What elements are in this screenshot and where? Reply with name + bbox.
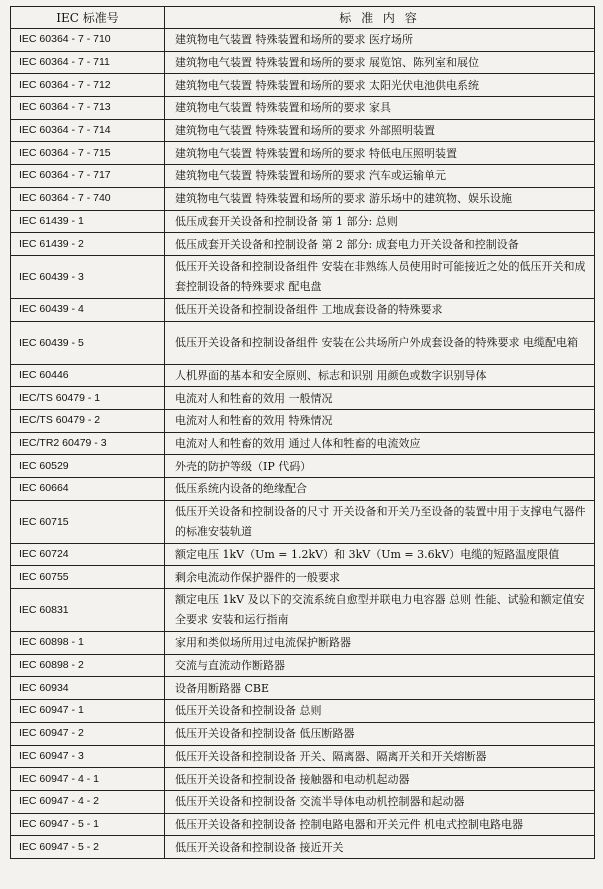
table-row xyxy=(11,768,595,791)
table-row xyxy=(11,500,595,543)
standard-content-cell: 外壳的防护等级（IP 代码） xyxy=(165,455,595,478)
standard-content-cell: 电流对人和牲畜的效用 特殊情况 xyxy=(165,409,595,432)
table-row xyxy=(11,119,595,142)
standard-number-cell: IEC 60947 - 2 xyxy=(11,722,165,745)
standard-content-cell: 建筑物电气装置 特殊装置和场所的要求 家具 xyxy=(165,97,595,120)
table-row xyxy=(11,745,595,768)
standard-number-cell: IEC 60947 - 5 - 2 xyxy=(11,836,165,859)
standard-number-cell: IEC/TS 60479 - 2 xyxy=(11,409,165,432)
table-row xyxy=(11,836,595,859)
table-row xyxy=(11,187,595,210)
standard-content-cell: 低压开关设备和控制设备 接触器和电动机起动器 xyxy=(165,768,595,791)
table-row xyxy=(11,210,595,233)
standard-content-cell: 低压开关设备和控制设备 总则 xyxy=(165,700,595,723)
table-row xyxy=(11,566,595,589)
table-row xyxy=(11,97,595,120)
standard-number-cell: IEC 60934 xyxy=(11,677,165,700)
standard-content-cell: 建筑物电气装置 特殊装置和场所的要求 太阳光伏电池供电系统 xyxy=(165,74,595,97)
standard-content-cell: 电流对人和牲畜的效用 通过人体和牲畜的电流效应 xyxy=(165,432,595,455)
table-row xyxy=(11,364,595,387)
table-row xyxy=(11,387,595,410)
standard-number-cell: IEC 60715 xyxy=(11,500,165,543)
standard-content-cell: 电流对人和牲畜的效用 一般情况 xyxy=(165,387,595,410)
standard-content-cell: 低压开关设备和控制设备 接近开关 xyxy=(165,836,595,859)
standard-number-cell: IEC 60364 - 7 - 740 xyxy=(11,187,165,210)
table-row xyxy=(11,321,595,364)
standard-content-cell: 低压开关设备和控制设备 开关、隔离器、隔离开关和开关熔断器 xyxy=(165,745,595,768)
table-row xyxy=(11,233,595,256)
standard-number-cell: IEC 61439 - 1 xyxy=(11,210,165,233)
table-row xyxy=(11,165,595,188)
standard-content-cell: 交流与直流动作断路器 xyxy=(165,654,595,677)
standard-number-cell: IEC 60439 - 4 xyxy=(11,298,165,321)
table-row xyxy=(11,29,595,52)
table-row xyxy=(11,813,595,836)
standard-content-cell: 低压开关设备和控制设备 控制电路电器和开关元件 机电式控制电路电器 xyxy=(165,813,595,836)
standard-number-cell: IEC 60446 xyxy=(11,364,165,387)
standard-content-cell: 剩余电流动作保护器件的一般要求 xyxy=(165,566,595,589)
standard-number-cell: IEC 60529 xyxy=(11,455,165,478)
standard-content-cell: 建筑物电气装置 特殊装置和场所的要求 游乐场中的建筑物、娱乐设施 xyxy=(165,187,595,210)
standard-number-cell: IEC 60364 - 7 - 714 xyxy=(11,119,165,142)
standard-content-cell: 额定电压 1kV（Um = 1.2kV）和 3kV（Um = 3.6kV）电缆的短路温度限值 xyxy=(165,543,595,566)
standard-content-cell: 低压开关设备和控制设备组件 安装在公共场所户外成套设备的特殊要求 电缆配电箱 xyxy=(165,321,595,364)
standard-number-cell: IEC 60947 - 1 xyxy=(11,700,165,723)
standard-number-cell: IEC/TS 60479 - 1 xyxy=(11,387,165,410)
standard-number-cell: IEC 60755 xyxy=(11,566,165,589)
table-row xyxy=(11,142,595,165)
standard-content-cell: 低压开关设备和控制设备 交流半导体电动机控制器和起动器 xyxy=(165,790,595,813)
table-row xyxy=(11,722,595,745)
table-row xyxy=(11,455,595,478)
standard-content-cell: 低压开关设备和控制设备的尺寸 开关设备和开关乃至设备的装置中用于支撑电气器件的标准安装轨道 xyxy=(165,500,595,543)
standard-number-cell: IEC 60947 - 4 - 1 xyxy=(11,768,165,791)
standard-content-cell: 低压成套开关设备和控制设备 第 2 部分: 成套电力开关设备和控制设备 xyxy=(165,233,595,256)
standard-number-cell: IEC 60364 - 7 - 710 xyxy=(11,29,165,52)
standard-number-cell: IEC 60364 - 7 - 715 xyxy=(11,142,165,165)
table-row xyxy=(11,632,595,655)
standard-number-cell: IEC 60898 - 1 xyxy=(11,632,165,655)
table-row xyxy=(11,700,595,723)
standard-content-cell: 低压开关设备和控制设备组件 工地成套设备的特殊要求 xyxy=(165,298,595,321)
header-standard-number: IEC 标准号 xyxy=(11,7,165,29)
table-row xyxy=(11,589,595,632)
table-row xyxy=(11,432,595,455)
standard-content-cell: 建筑物电气装置 特殊装置和场所的要求 展览馆、陈列室和展位 xyxy=(165,51,595,74)
standard-content-cell: 建筑物电气装置 特殊装置和场所的要求 医疗场所 xyxy=(165,29,595,52)
table-row xyxy=(11,677,595,700)
standard-content-cell: 建筑物电气装置 特殊装置和场所的要求 汽车或运输单元 xyxy=(165,165,595,188)
table-header-row xyxy=(11,7,595,29)
standard-content-cell: 设备用断路器 CBE xyxy=(165,677,595,700)
table-row xyxy=(11,255,595,298)
standard-content-cell: 低压开关设备和控制设备组件 安装在非熟练人员使用时可能接近之处的低压开关和成套控制设备的特殊要求 配电盘 xyxy=(165,255,595,298)
table-row xyxy=(11,478,595,501)
standard-content-cell: 建筑物电气装置 特殊装置和场所的要求 外部照明装置 xyxy=(165,119,595,142)
standard-number-cell: IEC 60831 xyxy=(11,589,165,632)
standard-number-cell: IEC 60947 - 3 xyxy=(11,745,165,768)
standard-number-cell: IEC 60364 - 7 - 711 xyxy=(11,51,165,74)
standard-content-cell: 额定电压 1kV 及以下的交流系统自愈型并联电力电容器 总则 性能、试验和额定值安全要求 安装和运行指南 xyxy=(165,589,595,632)
standard-number-cell: IEC 61439 - 2 xyxy=(11,233,165,256)
standard-number-cell: IEC 60724 xyxy=(11,543,165,566)
table-row xyxy=(11,409,595,432)
standard-number-cell: IEC 60439 - 5 xyxy=(11,321,165,364)
table-row xyxy=(11,543,595,566)
standard-number-cell: IEC 60947 - 5 - 1 xyxy=(11,813,165,836)
standard-content-cell: 家用和类似场所用过电流保护断路器 xyxy=(165,632,595,655)
standard-content-cell: 低压成套开关设备和控制设备 第 1 部分: 总则 xyxy=(165,210,595,233)
header-standard-content: 标 准 内 容 xyxy=(165,7,595,29)
standard-content-cell: 低压系统内设备的绝缘配合 xyxy=(165,478,595,501)
standard-content-cell: 建筑物电气装置 特殊装置和场所的要求 特低电压照明装置 xyxy=(165,142,595,165)
standard-content-cell: 低压开关设备和控制设备 低压断路器 xyxy=(165,722,595,745)
standard-number-cell: IEC 60664 xyxy=(11,478,165,501)
table-row xyxy=(11,51,595,74)
standard-number-cell: IEC 60898 - 2 xyxy=(11,654,165,677)
table-row xyxy=(11,298,595,321)
standard-content-cell: 人机界面的基本和安全原则、标志和识别 用颜色或数字识别导体 xyxy=(165,364,595,387)
standard-number-cell: IEC 60364 - 7 - 712 xyxy=(11,74,165,97)
table-row xyxy=(11,790,595,813)
table-row xyxy=(11,654,595,677)
table-body xyxy=(11,29,595,859)
standard-number-cell: IEC/TR2 60479 - 3 xyxy=(11,432,165,455)
standard-number-cell: IEC 60364 - 7 - 713 xyxy=(11,97,165,120)
standard-number-cell: IEC 60439 - 3 xyxy=(11,255,165,298)
table-row xyxy=(11,74,595,97)
iec-standards-table xyxy=(10,6,595,859)
standard-number-cell: IEC 60364 - 7 - 717 xyxy=(11,165,165,188)
standard-number-cell: IEC 60947 - 4 - 2 xyxy=(11,790,165,813)
